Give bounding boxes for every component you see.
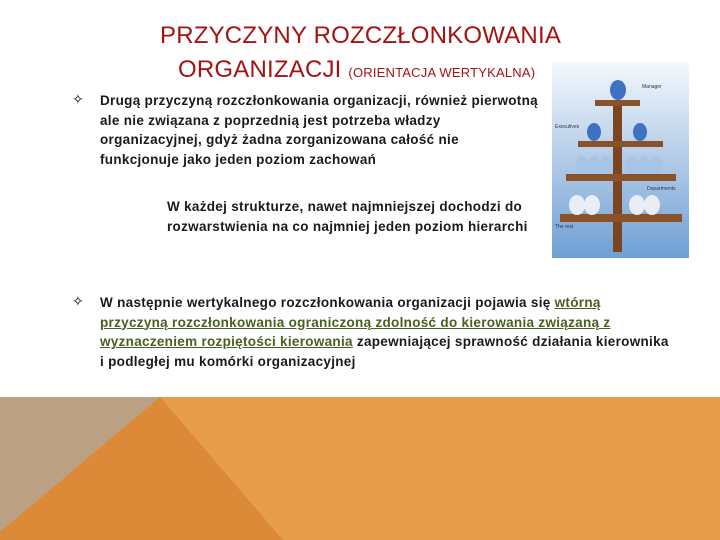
paragraph-1: Drugą przyczyną rozczłonkowania organizacji, również pierwotną ale nie związana z poprzednią jest potrzeba władzy organizacyjnej, gdyż żadna zorganizowana całość nie funkcjonuje jako jeden poziom zachowań	[100, 93, 538, 167]
hierarchy-birds-image	[552, 62, 689, 258]
label-departments: Departments	[647, 186, 676, 192]
title-main: ORGANIZACJI	[178, 56, 342, 83]
label-manager: Manager	[642, 84, 662, 90]
label-the-rest: The rest	[555, 224, 574, 230]
slide-title-line2	[178, 56, 535, 84]
paragraph-3-text: W następnie wertykalnego rozczłonkowania organizacji pojawia się	[100, 295, 555, 310]
paragraph-3	[100, 293, 670, 371]
underlined-link[interactable]: wtórną przyczyną rozczłonkowania ograniczoną zdolność do kierowania związaną z wyznaczeniem rozpiętości kierowania	[100, 295, 611, 349]
diamond-star-bullet-icon: ✧	[72, 91, 84, 107]
diamond-star-bullet-icon: ✧	[72, 293, 84, 309]
slide-title-line1: PRZYCZYNY ROZCZŁONKOWANIA	[160, 22, 562, 49]
title-subtitle: (ORIENTACJA WERTYKALNA)	[348, 65, 536, 80]
label-executives: Executives	[555, 124, 580, 130]
paragraph-2: W każdej strukturze, nawet najmniejszej dochodzi do rozwarstwienia na co najmniej jeden poziom hierarchi	[167, 199, 528, 234]
decorative-footer-band	[0, 397, 720, 540]
paragraph-3-text-end: zapewniającej sprawność działania kierownika i podległej mu komórki organizacyjnej	[100, 334, 669, 369]
